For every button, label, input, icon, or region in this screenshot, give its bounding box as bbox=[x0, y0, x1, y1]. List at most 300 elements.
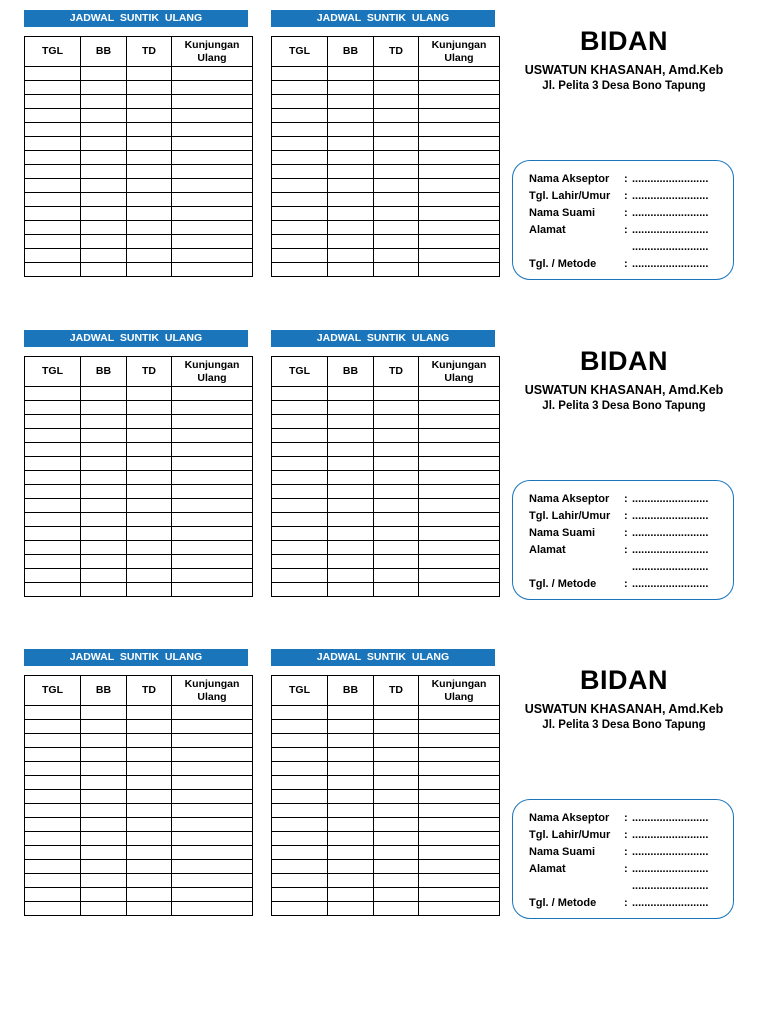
table-cell[interactable] bbox=[374, 109, 419, 123]
table-cell[interactable] bbox=[328, 137, 374, 151]
table-cell[interactable] bbox=[419, 67, 500, 81]
table-cell[interactable] bbox=[272, 748, 328, 762]
table-cell[interactable] bbox=[25, 457, 81, 471]
table-cell[interactable] bbox=[25, 263, 81, 277]
acceptor-field[interactable] bbox=[529, 559, 708, 576]
table-cell[interactable] bbox=[172, 888, 253, 902]
table-cell[interactable] bbox=[328, 583, 374, 597]
table-cell[interactable] bbox=[272, 583, 328, 597]
table-cell[interactable] bbox=[419, 555, 500, 569]
table-cell[interactable] bbox=[328, 81, 374, 95]
acceptor-field[interactable] bbox=[529, 576, 708, 593]
table-cell[interactable] bbox=[127, 720, 172, 734]
table-cell[interactable] bbox=[374, 95, 419, 109]
table-cell[interactable] bbox=[172, 193, 253, 207]
table-cell[interactable] bbox=[81, 429, 127, 443]
table-cell[interactable] bbox=[25, 109, 81, 123]
table-cell[interactable] bbox=[374, 123, 419, 137]
table-cell[interactable] bbox=[328, 762, 374, 776]
table-cell[interactable] bbox=[127, 860, 172, 874]
table-cell[interactable] bbox=[272, 401, 328, 415]
table-cell[interactable] bbox=[328, 443, 374, 457]
table-cell[interactable] bbox=[25, 846, 81, 860]
table-cell[interactable] bbox=[25, 748, 81, 762]
table-cell[interactable] bbox=[419, 804, 500, 818]
table-cell[interactable] bbox=[81, 734, 127, 748]
table-cell[interactable] bbox=[272, 541, 328, 555]
table-cell[interactable] bbox=[172, 734, 253, 748]
table-cell[interactable] bbox=[374, 443, 419, 457]
table-cell[interactable] bbox=[81, 151, 127, 165]
table-cell[interactable] bbox=[328, 457, 374, 471]
table-cell[interactable] bbox=[172, 137, 253, 151]
table-cell[interactable] bbox=[272, 207, 328, 221]
acceptor-field[interactable] bbox=[529, 861, 708, 878]
table-cell[interactable] bbox=[374, 471, 419, 485]
table-cell[interactable] bbox=[272, 123, 328, 137]
table-cell[interactable] bbox=[25, 429, 81, 443]
table-cell[interactable] bbox=[419, 471, 500, 485]
table-cell[interactable] bbox=[127, 569, 172, 583]
table-cell[interactable] bbox=[25, 221, 81, 235]
table-cell[interactable] bbox=[374, 249, 419, 263]
table-cell[interactable] bbox=[172, 860, 253, 874]
table-cell[interactable] bbox=[25, 401, 81, 415]
table-cell[interactable] bbox=[419, 207, 500, 221]
table-cell[interactable] bbox=[419, 457, 500, 471]
table-cell[interactable] bbox=[328, 429, 374, 443]
table-cell[interactable] bbox=[374, 165, 419, 179]
table-cell[interactable] bbox=[127, 776, 172, 790]
acceptor-field[interactable] bbox=[529, 171, 708, 188]
acceptor-field[interactable] bbox=[529, 827, 708, 844]
table-cell[interactable] bbox=[374, 151, 419, 165]
table-cell[interactable] bbox=[127, 235, 172, 249]
table-cell[interactable] bbox=[81, 818, 127, 832]
table-cell[interactable] bbox=[172, 846, 253, 860]
table-cell[interactable] bbox=[81, 762, 127, 776]
table-cell[interactable] bbox=[172, 818, 253, 832]
table-cell[interactable] bbox=[25, 583, 81, 597]
table-cell[interactable] bbox=[127, 109, 172, 123]
table-cell[interactable] bbox=[81, 179, 127, 193]
table-cell[interactable] bbox=[374, 499, 419, 513]
table-cell[interactable] bbox=[272, 720, 328, 734]
table-cell[interactable] bbox=[272, 888, 328, 902]
table-cell[interactable] bbox=[127, 151, 172, 165]
table-cell[interactable] bbox=[419, 902, 500, 916]
table-cell[interactable] bbox=[272, 193, 328, 207]
table-cell[interactable] bbox=[127, 387, 172, 401]
table-cell[interactable] bbox=[81, 263, 127, 277]
table-cell[interactable] bbox=[81, 790, 127, 804]
table-cell[interactable] bbox=[25, 137, 81, 151]
table-cell[interactable] bbox=[419, 527, 500, 541]
table-cell[interactable] bbox=[127, 485, 172, 499]
table-cell[interactable] bbox=[127, 263, 172, 277]
table-cell[interactable] bbox=[419, 541, 500, 555]
table-cell[interactable] bbox=[328, 207, 374, 221]
table-cell[interactable] bbox=[172, 748, 253, 762]
table-cell[interactable] bbox=[25, 832, 81, 846]
table-cell[interactable] bbox=[272, 81, 328, 95]
table-cell[interactable] bbox=[374, 429, 419, 443]
table-cell[interactable] bbox=[374, 583, 419, 597]
table-cell[interactable] bbox=[419, 734, 500, 748]
table-cell[interactable] bbox=[328, 888, 374, 902]
table-cell[interactable] bbox=[328, 387, 374, 401]
table-cell[interactable] bbox=[374, 762, 419, 776]
table-cell[interactable] bbox=[419, 249, 500, 263]
table-cell[interactable] bbox=[81, 527, 127, 541]
table-cell[interactable] bbox=[374, 67, 419, 81]
table-cell[interactable] bbox=[127, 541, 172, 555]
table-cell[interactable] bbox=[272, 263, 328, 277]
table-cell[interactable] bbox=[328, 499, 374, 513]
table-cell[interactable] bbox=[419, 401, 500, 415]
table-cell[interactable] bbox=[328, 902, 374, 916]
table-cell[interactable] bbox=[272, 762, 328, 776]
table-cell[interactable] bbox=[272, 95, 328, 109]
table-cell[interactable] bbox=[172, 109, 253, 123]
table-cell[interactable] bbox=[419, 151, 500, 165]
table-cell[interactable] bbox=[374, 513, 419, 527]
table-cell[interactable] bbox=[374, 860, 419, 874]
table-cell[interactable] bbox=[81, 123, 127, 137]
table-cell[interactable] bbox=[328, 221, 374, 235]
table-cell[interactable] bbox=[272, 137, 328, 151]
table-cell[interactable] bbox=[374, 569, 419, 583]
table-cell[interactable] bbox=[272, 860, 328, 874]
table-cell[interactable] bbox=[272, 165, 328, 179]
table-cell[interactable] bbox=[419, 109, 500, 123]
table-cell[interactable] bbox=[81, 207, 127, 221]
table-cell[interactable] bbox=[328, 748, 374, 762]
table-cell[interactable] bbox=[419, 179, 500, 193]
table-cell[interactable] bbox=[419, 165, 500, 179]
acceptor-field[interactable] bbox=[529, 844, 708, 861]
table-cell[interactable] bbox=[374, 888, 419, 902]
table-cell[interactable] bbox=[172, 67, 253, 81]
table-cell[interactable] bbox=[127, 123, 172, 137]
table-cell[interactable] bbox=[127, 748, 172, 762]
table-cell[interactable] bbox=[328, 706, 374, 720]
table-cell[interactable] bbox=[25, 569, 81, 583]
table-cell[interactable] bbox=[374, 401, 419, 415]
table-cell[interactable] bbox=[374, 818, 419, 832]
table-cell[interactable] bbox=[272, 569, 328, 583]
table-cell[interactable] bbox=[328, 860, 374, 874]
table-cell[interactable] bbox=[25, 527, 81, 541]
table-cell[interactable] bbox=[419, 776, 500, 790]
table-cell[interactable] bbox=[172, 429, 253, 443]
table-cell[interactable] bbox=[328, 555, 374, 569]
table-cell[interactable] bbox=[127, 401, 172, 415]
table-cell[interactable] bbox=[272, 415, 328, 429]
table-cell[interactable] bbox=[328, 471, 374, 485]
table-cell[interactable] bbox=[328, 720, 374, 734]
table-cell[interactable] bbox=[419, 387, 500, 401]
table-cell[interactable] bbox=[81, 720, 127, 734]
table-cell[interactable] bbox=[172, 207, 253, 221]
table-cell[interactable] bbox=[81, 235, 127, 249]
table-cell[interactable] bbox=[272, 471, 328, 485]
table-cell[interactable] bbox=[419, 513, 500, 527]
table-cell[interactable] bbox=[172, 776, 253, 790]
table-cell[interactable] bbox=[81, 67, 127, 81]
table-cell[interactable] bbox=[272, 221, 328, 235]
table-cell[interactable] bbox=[25, 902, 81, 916]
table-cell[interactable] bbox=[172, 221, 253, 235]
table-cell[interactable] bbox=[127, 846, 172, 860]
table-cell[interactable] bbox=[81, 832, 127, 846]
table-cell[interactable] bbox=[272, 179, 328, 193]
table-cell[interactable] bbox=[81, 221, 127, 235]
table-cell[interactable] bbox=[419, 706, 500, 720]
table-cell[interactable] bbox=[272, 790, 328, 804]
table-cell[interactable] bbox=[81, 569, 127, 583]
table-cell[interactable] bbox=[25, 95, 81, 109]
table-cell[interactable] bbox=[81, 874, 127, 888]
table-cell[interactable] bbox=[81, 249, 127, 263]
table-cell[interactable] bbox=[127, 221, 172, 235]
table-cell[interactable] bbox=[25, 776, 81, 790]
table-cell[interactable] bbox=[419, 569, 500, 583]
table-cell[interactable] bbox=[374, 541, 419, 555]
table-cell[interactable] bbox=[172, 263, 253, 277]
table-cell[interactable] bbox=[374, 748, 419, 762]
table-cell[interactable] bbox=[25, 81, 81, 95]
table-cell[interactable] bbox=[81, 776, 127, 790]
table-cell[interactable] bbox=[81, 541, 127, 555]
table-cell[interactable] bbox=[328, 193, 374, 207]
table-cell[interactable] bbox=[25, 860, 81, 874]
table-cell[interactable] bbox=[81, 109, 127, 123]
table-cell[interactable] bbox=[272, 804, 328, 818]
table-cell[interactable] bbox=[81, 485, 127, 499]
table-cell[interactable] bbox=[419, 748, 500, 762]
table-cell[interactable] bbox=[328, 179, 374, 193]
table-cell[interactable] bbox=[81, 401, 127, 415]
table-cell[interactable] bbox=[25, 443, 81, 457]
table-cell[interactable] bbox=[328, 527, 374, 541]
table-cell[interactable] bbox=[374, 527, 419, 541]
table-cell[interactable] bbox=[172, 151, 253, 165]
table-cell[interactable] bbox=[127, 67, 172, 81]
table-cell[interactable] bbox=[328, 541, 374, 555]
table-cell[interactable] bbox=[172, 832, 253, 846]
table-cell[interactable] bbox=[81, 415, 127, 429]
table-cell[interactable] bbox=[374, 457, 419, 471]
acceptor-field[interactable] bbox=[529, 222, 708, 239]
table-cell[interactable] bbox=[25, 762, 81, 776]
table-cell[interactable] bbox=[81, 81, 127, 95]
table-cell[interactable] bbox=[127, 165, 172, 179]
table-cell[interactable] bbox=[81, 443, 127, 457]
table-cell[interactable] bbox=[81, 583, 127, 597]
table-cell[interactable] bbox=[172, 387, 253, 401]
acceptor-field[interactable] bbox=[529, 508, 708, 525]
table-cell[interactable] bbox=[419, 888, 500, 902]
table-cell[interactable] bbox=[25, 415, 81, 429]
table-cell[interactable] bbox=[127, 179, 172, 193]
table-cell[interactable] bbox=[328, 804, 374, 818]
table-cell[interactable] bbox=[25, 179, 81, 193]
table-cell[interactable] bbox=[25, 151, 81, 165]
table-cell[interactable] bbox=[127, 513, 172, 527]
table-cell[interactable] bbox=[81, 888, 127, 902]
acceptor-field[interactable] bbox=[529, 239, 708, 256]
table-cell[interactable] bbox=[374, 207, 419, 221]
table-cell[interactable] bbox=[272, 429, 328, 443]
table-cell[interactable] bbox=[25, 67, 81, 81]
table-cell[interactable] bbox=[272, 776, 328, 790]
table-cell[interactable] bbox=[328, 790, 374, 804]
acceptor-field[interactable] bbox=[529, 525, 708, 542]
acceptor-field[interactable] bbox=[529, 188, 708, 205]
table-cell[interactable] bbox=[272, 249, 328, 263]
table-cell[interactable] bbox=[25, 123, 81, 137]
table-cell[interactable] bbox=[25, 235, 81, 249]
table-cell[interactable] bbox=[127, 874, 172, 888]
table-cell[interactable] bbox=[172, 249, 253, 263]
table-cell[interactable] bbox=[127, 583, 172, 597]
table-cell[interactable] bbox=[127, 415, 172, 429]
table-cell[interactable] bbox=[374, 81, 419, 95]
table-cell[interactable] bbox=[419, 193, 500, 207]
table-cell[interactable] bbox=[328, 123, 374, 137]
table-cell[interactable] bbox=[172, 471, 253, 485]
table-cell[interactable] bbox=[419, 263, 500, 277]
acceptor-field[interactable] bbox=[529, 542, 708, 559]
table-cell[interactable] bbox=[272, 846, 328, 860]
table-cell[interactable] bbox=[25, 485, 81, 499]
table-cell[interactable] bbox=[81, 499, 127, 513]
table-cell[interactable] bbox=[172, 235, 253, 249]
table-cell[interactable] bbox=[272, 387, 328, 401]
table-cell[interactable] bbox=[127, 193, 172, 207]
table-cell[interactable] bbox=[172, 513, 253, 527]
table-cell[interactable] bbox=[328, 109, 374, 123]
table-cell[interactable] bbox=[81, 804, 127, 818]
table-cell[interactable] bbox=[374, 846, 419, 860]
table-cell[interactable] bbox=[127, 471, 172, 485]
table-cell[interactable] bbox=[419, 443, 500, 457]
table-cell[interactable] bbox=[374, 235, 419, 249]
table-cell[interactable] bbox=[272, 499, 328, 513]
table-cell[interactable] bbox=[127, 95, 172, 109]
table-cell[interactable] bbox=[25, 499, 81, 513]
table-cell[interactable] bbox=[419, 762, 500, 776]
table-cell[interactable] bbox=[81, 95, 127, 109]
table-cell[interactable] bbox=[374, 706, 419, 720]
table-cell[interactable] bbox=[81, 471, 127, 485]
table-cell[interactable] bbox=[272, 818, 328, 832]
table-cell[interactable] bbox=[25, 888, 81, 902]
table-cell[interactable] bbox=[419, 95, 500, 109]
table-cell[interactable] bbox=[272, 734, 328, 748]
table-cell[interactable] bbox=[419, 874, 500, 888]
table-cell[interactable] bbox=[328, 415, 374, 429]
table-cell[interactable] bbox=[272, 151, 328, 165]
table-cell[interactable] bbox=[374, 221, 419, 235]
table-cell[interactable] bbox=[172, 569, 253, 583]
acceptor-field[interactable] bbox=[529, 810, 708, 827]
table-cell[interactable] bbox=[172, 401, 253, 415]
table-cell[interactable] bbox=[81, 860, 127, 874]
table-cell[interactable] bbox=[419, 832, 500, 846]
table-cell[interactable] bbox=[172, 81, 253, 95]
table-cell[interactable] bbox=[25, 790, 81, 804]
table-cell[interactable] bbox=[374, 387, 419, 401]
table-cell[interactable] bbox=[172, 95, 253, 109]
table-cell[interactable] bbox=[172, 485, 253, 499]
table-cell[interactable] bbox=[272, 513, 328, 527]
table-cell[interactable] bbox=[272, 832, 328, 846]
table-cell[interactable] bbox=[127, 249, 172, 263]
table-cell[interactable] bbox=[419, 499, 500, 513]
table-cell[interactable] bbox=[81, 165, 127, 179]
table-cell[interactable] bbox=[25, 706, 81, 720]
table-cell[interactable] bbox=[127, 457, 172, 471]
table-cell[interactable] bbox=[25, 471, 81, 485]
acceptor-field[interactable] bbox=[529, 491, 708, 508]
table-cell[interactable] bbox=[25, 249, 81, 263]
table-cell[interactable] bbox=[127, 902, 172, 916]
table-cell[interactable] bbox=[419, 81, 500, 95]
table-cell[interactable] bbox=[127, 207, 172, 221]
table-cell[interactable] bbox=[81, 555, 127, 569]
table-cell[interactable] bbox=[272, 443, 328, 457]
table-cell[interactable] bbox=[419, 429, 500, 443]
table-cell[interactable] bbox=[328, 818, 374, 832]
table-cell[interactable] bbox=[25, 804, 81, 818]
table-cell[interactable] bbox=[272, 457, 328, 471]
table-cell[interactable] bbox=[328, 832, 374, 846]
table-cell[interactable] bbox=[374, 415, 419, 429]
table-cell[interactable] bbox=[328, 485, 374, 499]
table-cell[interactable] bbox=[374, 790, 419, 804]
table-cell[interactable] bbox=[172, 541, 253, 555]
table-cell[interactable] bbox=[25, 555, 81, 569]
table-cell[interactable] bbox=[272, 874, 328, 888]
table-cell[interactable] bbox=[172, 165, 253, 179]
table-cell[interactable] bbox=[172, 762, 253, 776]
table-cell[interactable] bbox=[328, 249, 374, 263]
table-cell[interactable] bbox=[25, 734, 81, 748]
table-cell[interactable] bbox=[127, 804, 172, 818]
table-cell[interactable] bbox=[172, 720, 253, 734]
table-cell[interactable] bbox=[127, 790, 172, 804]
table-cell[interactable] bbox=[272, 902, 328, 916]
table-cell[interactable] bbox=[419, 846, 500, 860]
table-cell[interactable] bbox=[172, 499, 253, 513]
table-cell[interactable] bbox=[81, 513, 127, 527]
table-cell[interactable] bbox=[172, 457, 253, 471]
table-cell[interactable] bbox=[25, 193, 81, 207]
table-cell[interactable] bbox=[328, 165, 374, 179]
table-cell[interactable] bbox=[81, 457, 127, 471]
table-cell[interactable] bbox=[127, 555, 172, 569]
table-cell[interactable] bbox=[172, 804, 253, 818]
table-cell[interactable] bbox=[81, 902, 127, 916]
table-cell[interactable] bbox=[374, 263, 419, 277]
table-cell[interactable] bbox=[272, 109, 328, 123]
table-cell[interactable] bbox=[374, 734, 419, 748]
table-cell[interactable] bbox=[127, 888, 172, 902]
table-cell[interactable] bbox=[127, 81, 172, 95]
table-cell[interactable] bbox=[172, 706, 253, 720]
